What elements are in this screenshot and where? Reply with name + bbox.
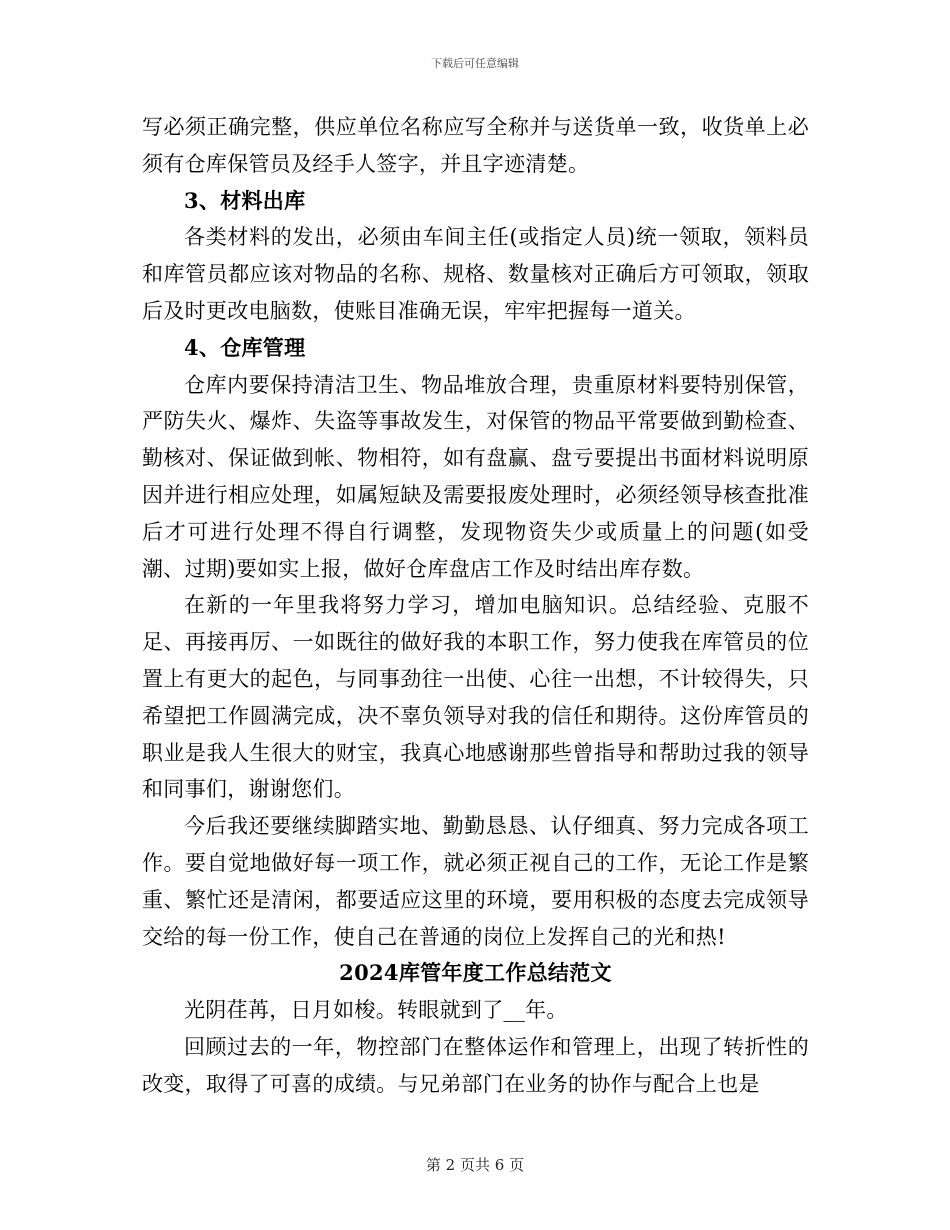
paragraph-material-outbound: 各类材料的发出，必须由车间主任(或指定人员)统一领取，领料员和库管员都应该对物品的名称、规格、数量核对正确后方可领取，领取后及时更改电脑数，使账目准确无误，牢牢把握每一道关。 (142, 225, 809, 323)
paragraph-review-past-year: 回顾过去的一年，物控部门在整体运作和管理上，出现了转折性的改变，取得了可喜的成绩。与兄弟部门在业务的协作与配合上也是 (142, 1034, 809, 1096)
section-heading-warehouse-management: 4、仓库管理 (184, 334, 306, 360)
section-heading-material-outbound: 3、材料出库 (184, 187, 306, 213)
paragraph-time-flies: 光阴荏苒，日月如梭。转眼就到了__年。 (184, 998, 568, 1023)
paragraph-new-year-plan: 在新的一年里我将努力学习，增加电脑知识。总结经验、克服不足、再接再厉、一如既往的做好我的本职工作，努力使我在库管员的位置上有更大的起色，与同事劲往一出使、心往一出想，不计较得失，只希望把工作圆满完成，决不辜负领导对我的信任和期待。这份库管员的职业是我人生很大的财宝，我真心地感谢那些曾指导和帮助过我的领导和同事们，谢谢您们。 (142, 593, 809, 802)
paragraph-warehouse-management: 仓库内要保持清洁卫生、物品堆放合理，贵重原材料要特别保管，严防失火、爆炸、失盗等事故发生，对保管的物品平常要做到勤检查、勤核对、保证做到帐、物相符，如有盘赢、盘亏要提出书面材料说明原因并进行相应处理，如属短缺及需要报废处理时，必须经领导核查批准后才可进行处理不得自行调整，发现物资失少或质量上的问题(如受潮、过期)要如实上报，做好仓库盘店工作及时结出库存数。 (142, 372, 809, 581)
page-footer: 第 2 页共 6 页 (425, 1156, 525, 1174)
paragraph-receiving-continued: 写必须正确完整，供应单位名称应写全称并与送货单一致，收货单上必须有仓库保管员及经手人签字，并且字迹清楚。 (142, 115, 809, 176)
paragraph-future-work: 今后我还要继续脚踏实地、勤勤恳恳、认仔细真、努力完成各项工作。要自觉地做好每一项工作，就必须正视自己的工作，无论工作是繁重、繁忙还是清闲，都要适应这里的环境，要用积极的态度去完成领导交给的每一份工作，使自己在普通的岗位上发挥自己的光和热! (142, 814, 809, 949)
document-title: 2024库管年度工作总结范文 (339, 960, 612, 986)
document-body (142, 109, 809, 1103)
page-header: 下载后可任意编辑 (431, 57, 519, 70)
